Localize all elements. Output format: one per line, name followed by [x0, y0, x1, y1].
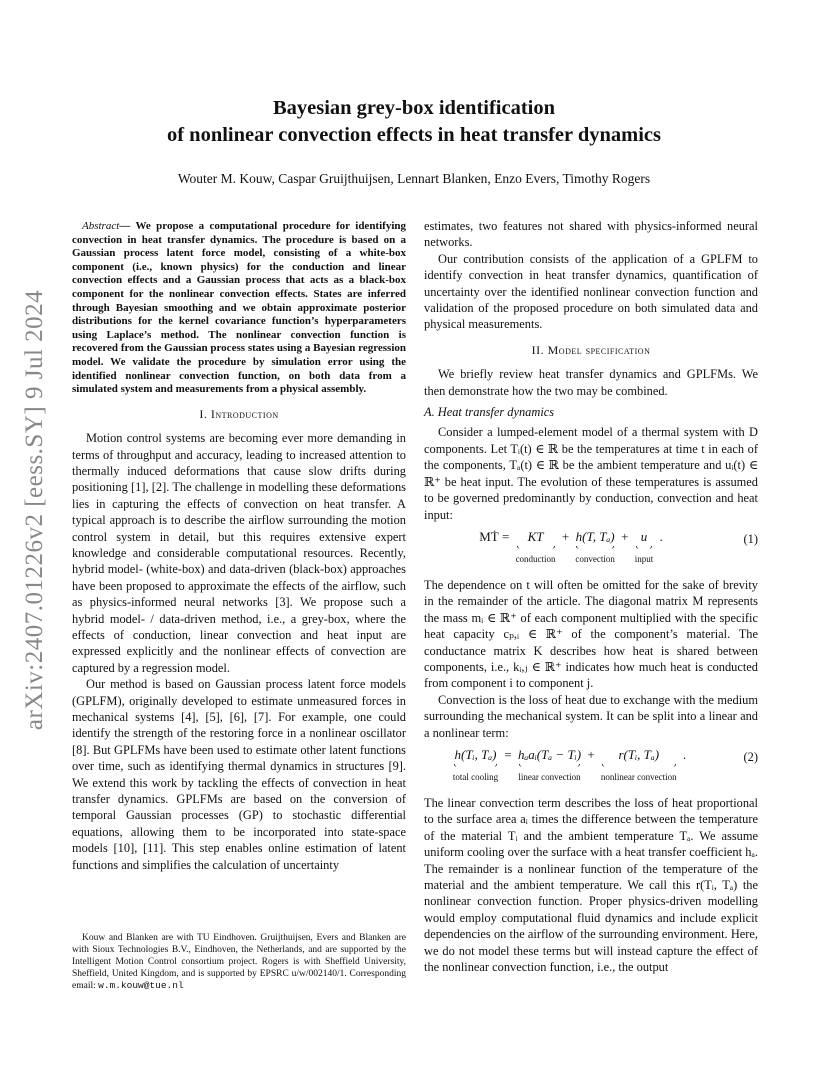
right-column [424, 218, 758, 975]
linear-convection-paragraph: The linear convection term describes the loss of heat proportional to the surface area aᵢ times the difference between the temperature of the material Tᵢ and the ambient temperature Tₐ. We assume uniform cooling over the surface with a heat transfer coefficient hₐ. The remainder is a nonlinear function of the temperature of the material and the ambient temperature. We call this r(Tᵢ, Tₐ) the nonlinear convection function. Proper physics-driven modelling would employ computational fluid dynamics and include explicit dependencies on the airflow of the surrounding environment. Here, we do not model these terms but will instead capture the effect of the nonlinear convection function, i.e., the output [424, 795, 758, 975]
section-heading-model-specification: II. Model specification [531, 342, 651, 357]
mass-matrix-paragraph: The dependence on t will often be omitted for the sake of brevity in the remainder of the article. The diagonal matrix M represents the mass mᵢ ∈ ℝ⁺ of each component multiplied with the specific heat capacity cₚ,ᵢ ∈ ℝ⁺ of the component’s material. The conductance matrix K describes how heat is shared between components, i.e., kᵢ,ⱼ ∈ ℝ⁺ indicates how much heat is conducted from component i to component j. [424, 577, 758, 691]
eq1-lhs: MṪ = [479, 528, 510, 544]
equation-number-2: (2) [743, 749, 758, 764]
underbrace [636, 546, 653, 549]
eq2-plus: + [587, 746, 595, 762]
eq2-label-1: total cooling [452, 772, 499, 783]
abstract-text: — We propose a computational procedure for identifying convection in heat transfer dynamics. The procedure is based on a Gaussian process latent force model, consisting of a white-box component (i.e., known physics) for the conduction and linear convection effects and a Gaussian process that acts as a black-box component for the nonlinear convection effects. States are inferred through Bayesian smoothing and we obtain approximate posterior distributions for the kernel covariance function’s hyperparameters using Laplace’s method. The nonlinear convection function is recovered from the Gaussian process states using a Bayesian regression model. We validate the procedure by simulation error using the identified nonlinear convection function, on both data from a simulated system and measurements from a physical assembly. [72, 220, 406, 396]
eq2-label-2: linear convection [518, 772, 581, 783]
eq2-term-3: r(Tᵢ, Tₐ) [618, 746, 660, 762]
eq2-nonlinear-term [601, 747, 677, 786]
contribution-paragraph: Our contribution consists of the application of a GPLFM to identify convection in heat transfer dynamics, quantification of uncertainty over the identified nonlinear convection function and validation of the proposed procedure on both simulated data and physical measurements. [424, 251, 758, 332]
left-column [72, 220, 406, 873]
intro-paragraph-1: Motion control systems are becoming ever more demanding in terms of throughput and accuracy, leading to increased attention to thermally induced deformations that cause slow drifts during positioning [1], [2]. The challenge in modelling these deformations lies in capturing the effects of convection on heat transfer. A typical approach is to describe the airflow surrounding the motion control system in detail, but this requires extensive expert knowledge and considerable computational resources. Recently, hybrid model- (white-box) and data-driven (black-box) approaches have been proposed to approximate the effects of the airflow, such as physics-informed neural networks [3]. We propose such a hybrid model- / data-driven method, i.e., a grey-box, where the effects of conduction, linear convection and heat input are expressed explicitly and the nonlinear effects of convection are captured by a regression model. [72, 431, 406, 675]
title-line-2: of nonlinear convection effects in heat transfer dynamics [166, 124, 662, 146]
subsection-heading-heat-transfer: A. Heat transfer dynamics [424, 405, 555, 420]
right-paragraph-0: estimates, two features not shared with physics-informed neural networks. [424, 219, 758, 250]
underbrace [454, 764, 497, 767]
underbrace [517, 546, 555, 549]
abstract-label: Abstract [82, 220, 120, 232]
equation-2 [424, 745, 758, 789]
arxiv-identifier [10, 289, 60, 731]
eq1-convection-term [575, 529, 615, 568]
eq2-term-2: hₐaᵢ(Tₐ − Tᵢ) [517, 746, 582, 762]
equation-number-1: (1) [743, 531, 758, 546]
corresponding-email: w.m.kouw@tue.nl [98, 980, 184, 991]
eq1-label-3: input [634, 554, 654, 565]
eq2-term-1: h(Tᵢ, Tₐ) [454, 746, 497, 762]
eq2-linear-term [518, 747, 581, 786]
eq1-label-1: conduction [515, 554, 556, 565]
equation-1 [424, 527, 758, 571]
title-line-1: Bayesian grey-box identification [272, 97, 556, 119]
section-heading-introduction: I. Introduction [199, 406, 279, 421]
author-list: Wouter M. Kouw, Caspar Gruijthuijsen, Lennart Blanken, Enzo Evers, Timothy Rogers [177, 171, 651, 186]
underbrace [602, 764, 676, 767]
eq1-term-2: h(T, Tₐ) [575, 528, 615, 544]
convection-paragraph: Convection is the loss of heat due to exchange with the medium surrounding the mechanical system. It can be split into a linear and a nonlinear term: [424, 692, 758, 740]
eq1-plus-2: + [621, 528, 629, 544]
intro-paragraph-2: Our method is based on Gaussian process latent force models (GPLFM), originally developed to estimate unmeasured forces in mechanical systems [4], [5], [6], [7]. For example, one could identify the strength of the restoring force in a nonlinear oscillator [8]. But GPLFMs have been used to estimate other latent functions over time, such as identifying thermal dynamics in structures [9]. We extend this work by tackling the effects of convection in heat transfer dynamics. GPLFMs are based on the conversion of temporal Gaussian processes (GP) to stochastic differential equations, allowing them to be incorporated into state-space models [10], [11]. This step enables online estimation of latent functions and simplifies the calculation of uncertainty [72, 677, 406, 872]
paper-title [60, 95, 768, 149]
arxiv-identifier-text: arXiv:2407.01226v2 [eess.SY] 9 Jul 2024 [21, 289, 48, 731]
underbrace [519, 764, 580, 767]
eq2-total-cooling-term [453, 747, 498, 786]
eq1-conduction-term [516, 529, 556, 568]
eq1-term-1: KT [527, 528, 544, 544]
eq2-trail: . [682, 746, 687, 762]
eq1-trail: . [659, 528, 663, 544]
footnote [72, 932, 406, 992]
eq1-plus-1: + [561, 528, 570, 544]
model-intro-paragraph: We briefly review heat transfer dynamics and GPLFMs. We then demonstrate how the two may be combined. [424, 367, 758, 398]
eq1-term-3: u [640, 528, 648, 544]
eq2-equals: = [504, 746, 512, 762]
eq1-label-2: convection [575, 554, 615, 565]
footnote-text: Kouw and Blanken are with TU Eindhoven. Gruijthuijsen, Evers and Blanken are with Sioux Technologies B.V., Eindhoven, the Netherlands, and are supported by the Intelligent Motion Control consortium project. Rogers is with Sheffield University, Sheffield, United Kingdom, and is supported by EPSRC u/w/002140/1. Corresponding email: [72, 933, 406, 991]
abstract [72, 220, 406, 397]
eq1-input-term [635, 529, 654, 568]
heat-transfer-paragraph: Consider a lumped-element model of a thermal system with D components. Let Tᵢ(t) ∈ ℝ be the temperatures at time t in each of the components, Tₐ(t) ∈ ℝ be the ambient temperature and uᵢ(t) ∈ ℝ⁺ be heat input. The evolution of these temperatures is assumed to be governed predominantly by conduction, convection and heat input: [424, 425, 758, 522]
underbrace [576, 546, 614, 549]
eq2-label-3: nonlinear convection [600, 772, 677, 783]
